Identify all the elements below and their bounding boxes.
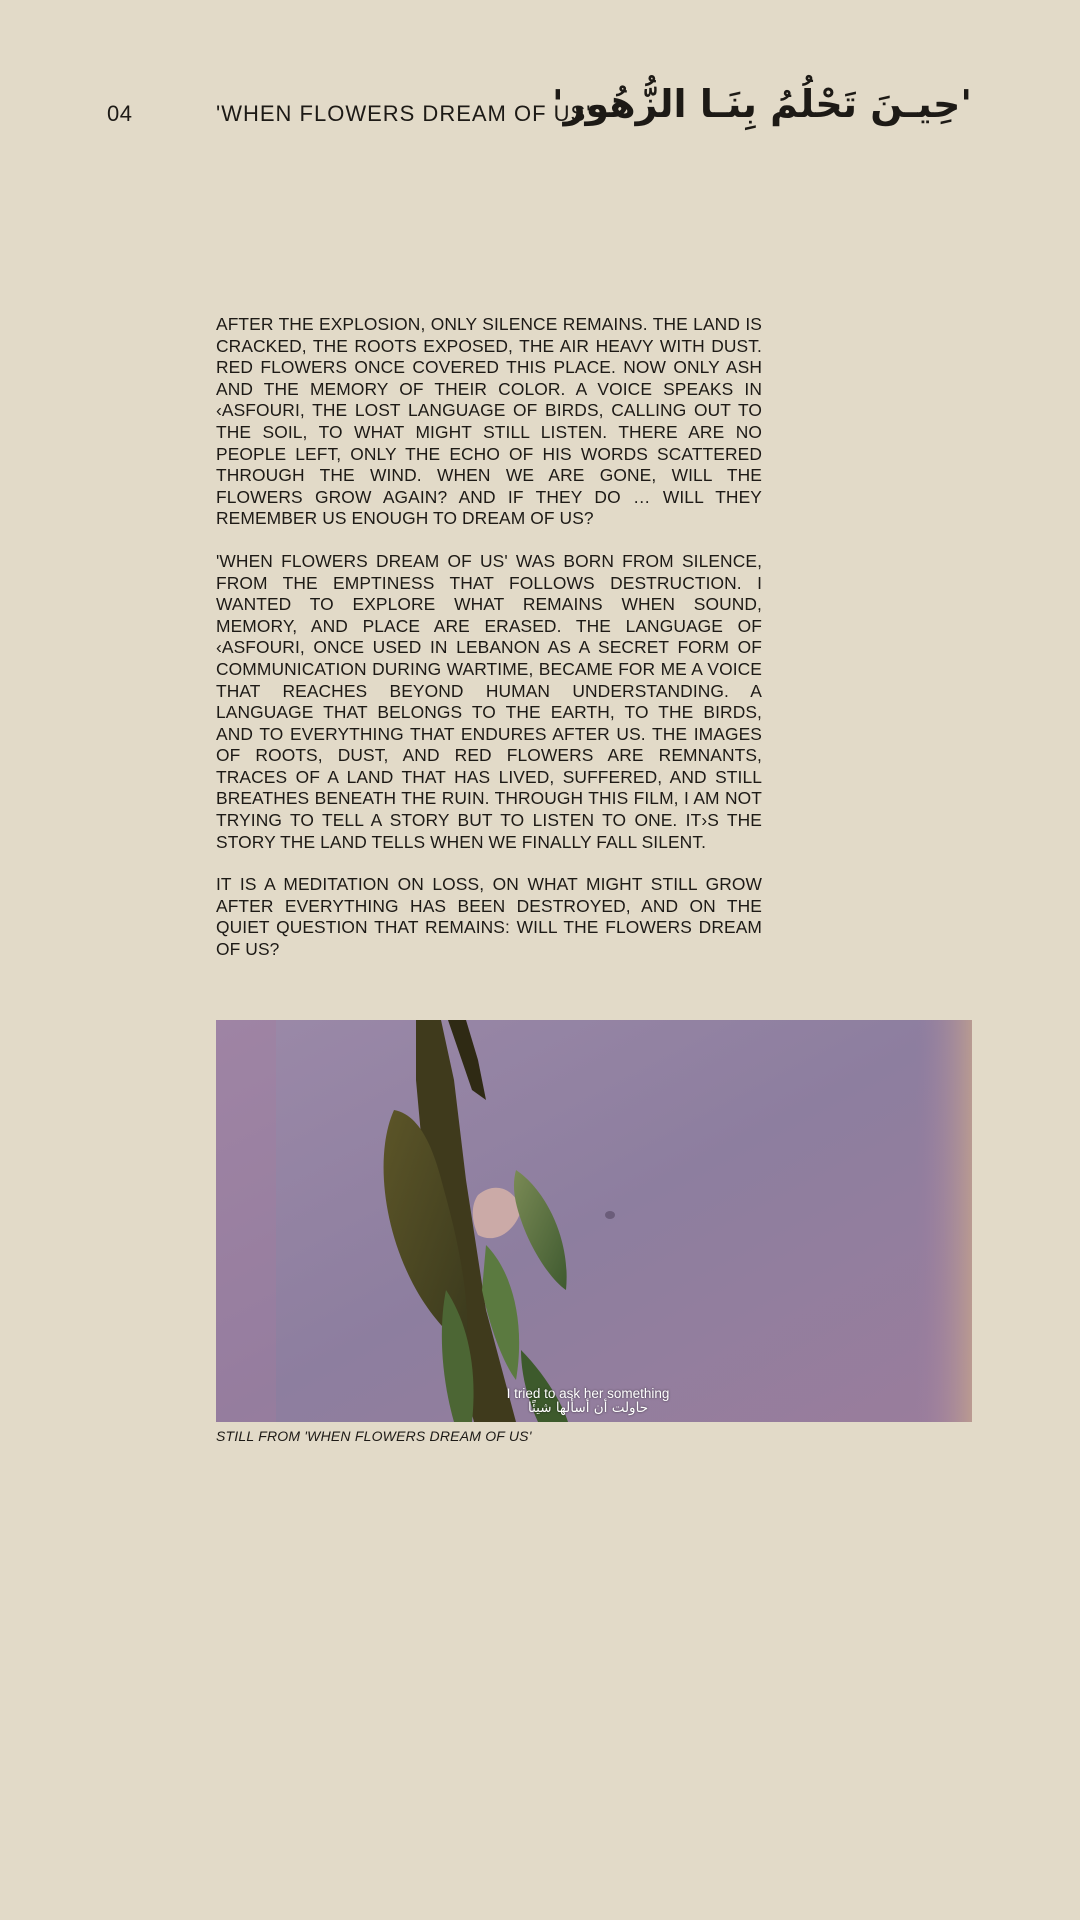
arabic-title: 'حِيـنَ تَحْلُمُ بِنَـا الزُّهُور' [551, 82, 972, 126]
page-title: 'WHEN FLOWERS DREAM OF US' [216, 101, 592, 126]
paragraph: IT IS A MEDITATION ON LOSS, ON WHAT MIGHT STILL GROW AFTER EVERYTHING HAS BEEN DESTROYED, AND ON THE QUIET QUESTION THAT REMAINS: WILL THE FLOWERS DREAM OF US? [216, 874, 762, 960]
film-still [216, 1020, 972, 1422]
page-number: 04 [107, 101, 133, 126]
paragraph: 'WHEN FLOWERS DREAM OF US' WAS BORN FROM SILENCE, FROM THE EMPTINESS THAT FOLLOWS DESTRUCTION. I WANTED TO EXPLORE WHAT REMAINS WHEN SOUND, MEMORY, AND PLACE ARE ERASED. THE LANGUAGE OF ‹ASFOURI, ONCE USED IN LEBANON AS A SECRET FORM OF COMMUNICATION DURING WARTIME, BECAME FOR ME A VOICE THAT REACHES BEYOND HUMAN UNDERSTANDING. A LANGUAGE THAT BELONGS TO THE EARTH, TO THE BIRDS, AND TO EVERYTHING THAT ENDURES AFTER US. THE IMAGES OF ROOTS, DUST, AND RED FLOWERS ARE REMNANTS, TRACES OF A LAND THAT HAS LIVED, SUFFERED, AND STILL BREATHES BENEATH THE RUIN. THROUGH THIS FILM, I AM NOT TRYING TO TELL A STORY BUT TO LISTEN TO ONE. IT›S THE STORY THE LAND TELLS WHEN WE FINALLY FALL SILENT. [216, 550, 762, 852]
subtitle-english: I tried to ask her something [506, 1386, 670, 1401]
image-caption: STILL FROM 'WHEN FLOWERS DREAM OF US' [216, 1428, 532, 1444]
paragraph: AFTER THE EXPLOSION, ONLY SILENCE REMAINS. THE LAND IS CRACKED, THE ROOTS EXPOSED, THE AIR HEAVY WITH DUST. RED FLOWERS ONCE COVERED THIS PLACE. NOW ONLY ASH AND THE MEMORY OF THEIR COLOR. A VOICE SPEAKS IN ‹ASFOURI, THE LOST LANGUAGE OF BIRDS, CALLING OUT TO THE SOIL, TO WHAT MIGHT STILL LISTEN. THERE ARE NO PEOPLE LEFT, ONLY THE ECHO OF HIS WORDS SCATTERED THROUGH THE WIND. WHEN WE ARE GONE, WILL THE FLOWERS GROW AGAIN? AND IF THEY DO … WILL THEY REMEMBER US ENOUGH TO DREAM OF US? [216, 314, 762, 529]
subtitle-arabic: حاولت أن أسألها شيئًا [527, 1400, 649, 1416]
body-text [216, 314, 762, 982]
film-still-image [216, 1020, 972, 1422]
